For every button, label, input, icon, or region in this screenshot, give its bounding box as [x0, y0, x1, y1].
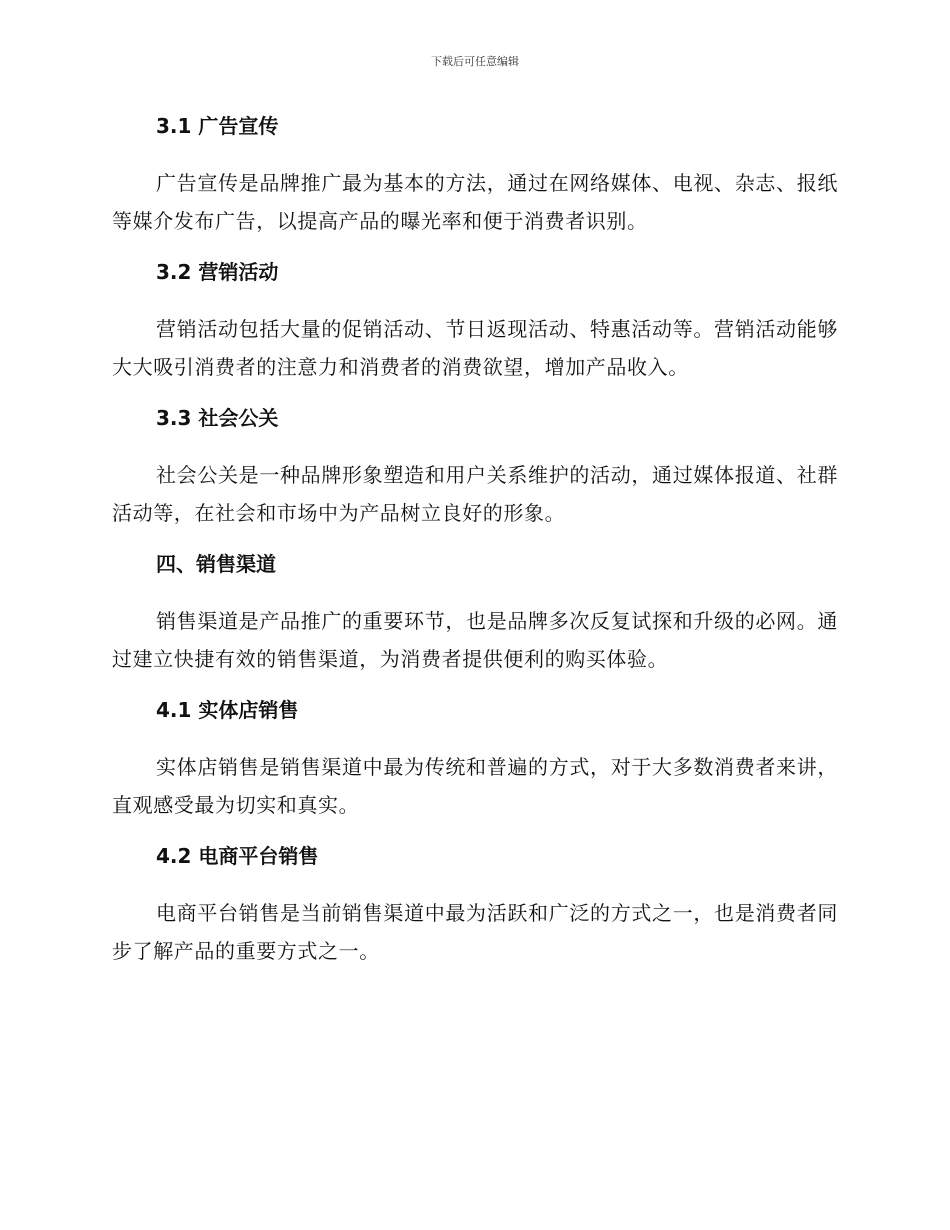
section-heading: 4.2 电商平台销售: [156, 844, 319, 868]
section-paragraph: 广告宣传是品牌推广最为基本的方法，通过在网络媒体、电视、杂志、报纸等媒介发布广告，以提高产品的曝光率和便于消费者识别。: [112, 171, 838, 233]
section-heading: 四、销售渠道: [156, 552, 276, 576]
section-heading: 3.3 社会公关: [156, 406, 279, 430]
section-4-2: [112, 841, 838, 970]
section-3-3: [112, 403, 838, 532]
section-paragraph: 实体店销售是销售渠道中最为传统和普遍的方式，对于大多数消费者来讲，直观感受最为切实和真实。: [112, 755, 838, 817]
document-body: [112, 111, 838, 987]
section-3-2: [112, 257, 838, 386]
page-header: 下载后可任意编辑: [431, 55, 519, 68]
section-paragraph: 营销活动包括大量的促销活动、节日返现活动、特惠活动等。营销活动能够大大吸引消费者的注意力和消费者的消费欲望，增加产品收入。: [112, 317, 838, 379]
section-3-1: [112, 111, 838, 240]
section-heading: 3.1 广告宣传: [156, 114, 279, 138]
section-heading: 3.2 营销活动: [156, 260, 279, 284]
section-heading: 4.1 实体店销售: [156, 698, 299, 722]
section-paragraph: 社会公关是一种品牌形象塑造和用户关系维护的活动，通过媒体报道、社群活动等，在社会和市场中为产品树立良好的形象。: [112, 463, 838, 525]
section-paragraph: 销售渠道是产品推广的重要环节，也是品牌多次反复试探和升级的必网。通过建立快捷有效的销售渠道，为消费者提供便利的购买体验。: [112, 609, 838, 671]
section-4: [112, 549, 838, 678]
section-paragraph: 电商平台销售是当前销售渠道中最为活跃和广泛的方式之一，也是消费者同步了解产品的重要方式之一。: [112, 901, 838, 963]
section-4-1: [112, 695, 838, 824]
